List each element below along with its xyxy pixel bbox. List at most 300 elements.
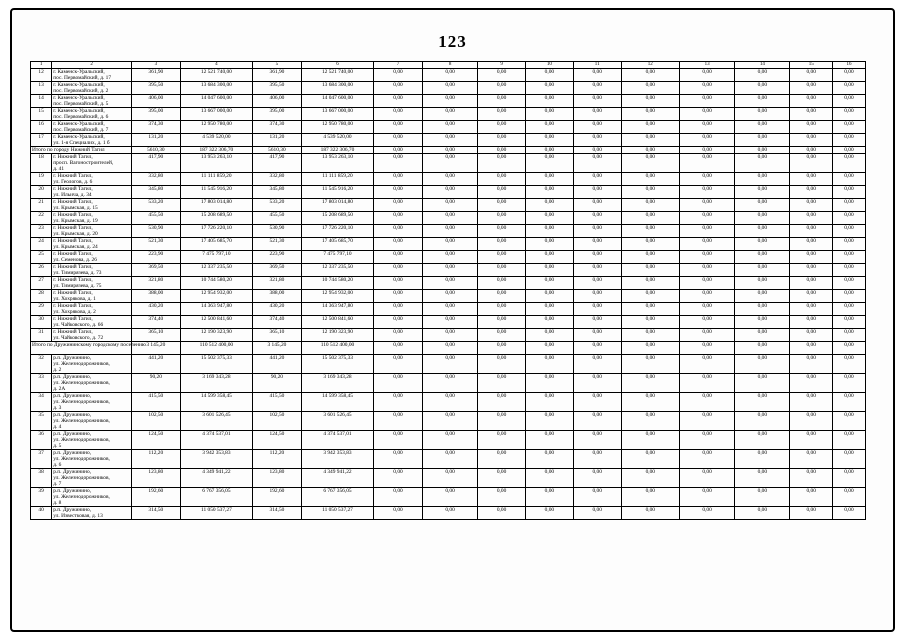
address-line: г. Нижний Тагил, (53, 186, 93, 192)
value-cell-c6: 3 169 343,28 (301, 374, 373, 393)
zero-cell: 0,00 (621, 186, 679, 199)
address-line: ул. Крымская, д. 15 (53, 205, 98, 211)
zero-cell: 0,00 (573, 355, 621, 374)
table-row (31, 134, 866, 147)
address-cell (52, 264, 132, 277)
value-cell-c6: 4 349 941,22 (301, 469, 373, 488)
zero-cell: 0,00 (680, 251, 735, 264)
address-line: г. Нижний Тагил, (53, 290, 93, 296)
zero-cell: 0,00 (573, 199, 621, 212)
zero-cell: 0,00 (735, 154, 790, 173)
zero-cell: 0,00 (374, 277, 423, 290)
zero-cell: 0,00 (735, 95, 790, 108)
column-number-13: 13 (680, 62, 735, 69)
zero-cell: 0,00 (478, 355, 526, 374)
table-row (31, 69, 866, 82)
zero-cell: 0,00 (374, 488, 423, 507)
zero-cell: 0,00 (525, 374, 573, 393)
zero-cell: 0,00 (422, 121, 477, 134)
zero-cell: 0,00 (374, 431, 423, 450)
zero-cell: 0,00 (735, 238, 790, 251)
table-row (31, 199, 866, 212)
address-cell (52, 238, 132, 251)
zero-cell: 0,00 (573, 277, 621, 290)
zero-cell: 0,00 (374, 134, 423, 147)
value-cell-c5: 406,00 (253, 95, 302, 108)
zero-cell: 0,00 (621, 355, 679, 374)
zero-cell: 0,00 (374, 225, 423, 238)
zero-cell: 0,00 (478, 393, 526, 412)
value-cell-c4: 7 475 797,10 (180, 251, 252, 264)
zero-cell: 0,00 (621, 199, 679, 212)
zero-cell: 0,00 (422, 393, 477, 412)
zero-cell: 0,00 (790, 412, 832, 431)
zero-cell: 0,00 (573, 393, 621, 412)
table-row (31, 316, 866, 329)
zero-cell: 0,00 (832, 121, 865, 134)
zero-cell: 0,00 (525, 316, 573, 329)
zero-cell: 0,00 (478, 431, 526, 450)
zero-cell: 0,00 (573, 431, 621, 450)
address-line: ул. Железнодорожников, (53, 399, 110, 405)
address-line: р.п. Дружинино, (53, 355, 92, 361)
zero-cell: 0,00 (422, 212, 477, 225)
zero-cell: 0,00 (573, 238, 621, 251)
zero-cell: 0,00 (735, 431, 790, 450)
zero-cell: 0,00 (573, 316, 621, 329)
zero-cell: 0,00 (790, 342, 832, 355)
value-cell-c3: 332,80 (131, 173, 180, 186)
zero-cell: 0,00 (525, 303, 573, 316)
address-line: г. Нижний Тагил, (53, 251, 93, 257)
table-row (31, 355, 866, 374)
value-cell-c5: 361,90 (253, 69, 302, 82)
value-cell-c6: 3 601 526,45 (301, 412, 373, 431)
value-cell-c3: 314,50 (131, 507, 180, 520)
zero-cell: 0,00 (525, 251, 573, 264)
address-line: ул. Железнодорожников, (53, 475, 110, 481)
value-cell-c4: 15 208 689,50 (180, 212, 252, 225)
value-cell-c4: 13 953 263,10 (180, 154, 252, 173)
zero-cell: 0,00 (374, 238, 423, 251)
value-cell-c6: 11 111 859,20 (301, 173, 373, 186)
zero-cell: 0,00 (525, 329, 573, 342)
zero-cell: 0,00 (525, 264, 573, 277)
zero-cell: 0,00 (478, 225, 526, 238)
zero-cell: 0,00 (832, 277, 865, 290)
subtotal-row (31, 342, 866, 355)
zero-cell: 0,00 (525, 238, 573, 251)
zero-cell: 0,00 (525, 121, 573, 134)
zero-cell: 0,00 (621, 374, 679, 393)
address-cell (52, 108, 132, 121)
address-cell (52, 393, 132, 412)
zero-cell: 0,00 (680, 488, 735, 507)
zero-cell: 0,00 (525, 147, 573, 154)
value-cell-c6: 13 953 263,10 (301, 154, 373, 173)
zero-cell: 0,00 (478, 251, 526, 264)
zero-cell: 0,00 (680, 173, 735, 186)
address-cell (52, 488, 132, 507)
zero-cell: 0,00 (832, 393, 865, 412)
value-cell-c5: 123,80 (253, 469, 302, 488)
zero-cell: 0,00 (621, 238, 679, 251)
zero-cell: 0,00 (790, 450, 832, 469)
table-row (31, 82, 866, 95)
zero-cell: 0,00 (422, 450, 477, 469)
address-line: г. Нижний Тагил, (53, 303, 93, 309)
address-line: г. Нижний Тагил, (53, 199, 93, 205)
zero-cell: 0,00 (735, 108, 790, 121)
column-number-3: 3 (131, 62, 180, 69)
zero-cell: 0,00 (478, 264, 526, 277)
table-row (31, 154, 866, 173)
table-row (31, 469, 866, 488)
zero-cell: 0,00 (735, 82, 790, 95)
address-line: г. Каменск-Уральский, (53, 82, 105, 88)
value-cell-c6: 6 767 356,05 (301, 488, 373, 507)
row-number: 23 (31, 225, 52, 238)
zero-cell: 0,00 (621, 108, 679, 121)
zero-cell: 0,00 (621, 147, 679, 154)
address-line: ул. Хохрякова, д. 1 (53, 296, 96, 302)
address-cell (52, 154, 132, 173)
address-line: д. 7 (53, 481, 62, 487)
zero-cell: 0,00 (680, 238, 735, 251)
address-line: пос. Первомайский, д. 2 (53, 88, 109, 94)
zero-cell: 0,00 (478, 95, 526, 108)
column-number-row (31, 62, 866, 69)
row-number: 35 (31, 412, 52, 431)
table-row (31, 173, 866, 186)
table-row (31, 329, 866, 342)
value-cell-c6: 12 190 323,90 (301, 329, 373, 342)
zero-cell: 0,00 (735, 374, 790, 393)
row-number: 21 (31, 199, 52, 212)
address-line: д. 5 (53, 443, 62, 449)
zero-cell: 0,00 (478, 374, 526, 393)
zero-cell: 0,00 (832, 290, 865, 303)
zero-cell: 0,00 (680, 264, 735, 277)
value-cell-c5: 3 145,20 (253, 342, 302, 355)
row-number: 39 (31, 488, 52, 507)
zero-cell: 0,00 (832, 238, 865, 251)
zero-cell: 0,00 (422, 303, 477, 316)
zero-cell: 0,00 (478, 488, 526, 507)
zero-cell: 0,00 (621, 507, 679, 520)
zero-cell: 0,00 (422, 238, 477, 251)
zero-cell: 0,00 (680, 393, 735, 412)
value-cell-c4: 14 599 358,45 (180, 393, 252, 412)
zero-cell: 0,00 (525, 108, 573, 121)
zero-cell: 0,00 (478, 329, 526, 342)
zero-cell: 0,00 (422, 108, 477, 121)
zero-cell: 0,00 (735, 355, 790, 374)
zero-cell: 0,00 (735, 290, 790, 303)
address-line: г. Нижний Тагил, (53, 173, 93, 179)
zero-cell: 0,00 (478, 134, 526, 147)
zero-cell: 0,00 (832, 173, 865, 186)
zero-cell: 0,00 (422, 290, 477, 303)
value-cell-c5: 388,00 (253, 290, 302, 303)
value-cell-c6: 13 684 300,00 (301, 82, 373, 95)
address-cell (52, 469, 132, 488)
value-cell-c3: 395,50 (131, 82, 180, 95)
address-cell (52, 186, 132, 199)
address-cell (52, 303, 132, 316)
zero-cell: 0,00 (735, 303, 790, 316)
zero-cell: 0,00 (422, 69, 477, 82)
zero-cell: 0,00 (680, 186, 735, 199)
zero-cell: 0,00 (573, 134, 621, 147)
zero-cell: 0,00 (422, 469, 477, 488)
value-cell-c3: 455,50 (131, 212, 180, 225)
value-cell-c3: 406,00 (131, 95, 180, 108)
value-cell-c5: 223,90 (253, 251, 302, 264)
address-cell (52, 450, 132, 469)
zero-cell: 0,00 (621, 342, 679, 355)
zero-cell: 0,00 (525, 82, 573, 95)
zero-cell: 0,00 (621, 469, 679, 488)
subtotal-label: Итого по Дружининскому городскому поселению (31, 342, 132, 355)
zero-cell: 0,00 (790, 507, 832, 520)
zero-cell: 0,00 (790, 355, 832, 374)
zero-cell: 0,00 (680, 329, 735, 342)
address-line: ул. Семенова, д. 26 (53, 257, 97, 263)
address-cell (52, 355, 132, 374)
zero-cell: 0,00 (374, 69, 423, 82)
zero-cell: 0,00 (832, 225, 865, 238)
zero-cell: 0,00 (832, 303, 865, 316)
zero-cell: 0,00 (680, 374, 735, 393)
column-number-14: 14 (735, 62, 790, 69)
zero-cell: 0,00 (621, 303, 679, 316)
zero-cell: 0,00 (525, 488, 573, 507)
column-number-12: 12 (621, 62, 679, 69)
zero-cell: 0,00 (374, 316, 423, 329)
zero-cell: 0,00 (573, 225, 621, 238)
zero-cell: 0,00 (573, 82, 621, 95)
zero-cell: 0,00 (422, 342, 477, 355)
row-number: 38 (31, 469, 52, 488)
address-line: г. Каменск-Уральский, (53, 95, 105, 101)
zero-cell: 0,00 (621, 450, 679, 469)
address-line: д. 2 (53, 367, 62, 373)
zero-cell: 0,00 (478, 277, 526, 290)
zero-cell: 0,00 (374, 212, 423, 225)
table-row (31, 108, 866, 121)
zero-cell: 0,00 (573, 154, 621, 173)
zero-cell: 0,00 (422, 277, 477, 290)
address-cell (52, 290, 132, 303)
value-cell-c4: 11 545 916,20 (180, 186, 252, 199)
zero-cell: 0,00 (790, 186, 832, 199)
value-cell-c4: 4 539 520,00 (180, 134, 252, 147)
value-cell-c6: 17 726 220,10 (301, 225, 373, 238)
address-cell (52, 412, 132, 431)
zero-cell: 0,00 (478, 303, 526, 316)
table-body (31, 62, 866, 520)
zero-cell: 0,00 (832, 199, 865, 212)
zero-cell: 0,00 (680, 95, 735, 108)
address-line: ул. Железнодорожников, (53, 437, 110, 443)
zero-cell: 0,00 (525, 450, 573, 469)
address-line: г. Нижний Тагил, (53, 212, 93, 218)
column-number-10: 10 (525, 62, 573, 69)
address-line: д. 6 (53, 462, 62, 468)
value-cell-c3: 5610,30 (131, 147, 180, 154)
zero-cell: 0,00 (374, 374, 423, 393)
address-line: ул. Железнодорожников, (53, 361, 110, 367)
value-cell-c5: 417,90 (253, 154, 302, 173)
zero-cell: 0,00 (680, 469, 735, 488)
zero-cell: 0,00 (621, 251, 679, 264)
address-line: просп. Вагоностроителей, (53, 160, 114, 166)
zero-cell: 0,00 (735, 393, 790, 412)
row-number: 16 (31, 121, 52, 134)
zero-cell: 0,00 (790, 199, 832, 212)
value-cell-c6: 12 521 740,00 (301, 69, 373, 82)
value-cell-c6: 12 337 235,50 (301, 264, 373, 277)
zero-cell: 0,00 (680, 290, 735, 303)
value-cell-c5: 441,20 (253, 355, 302, 374)
value-cell-c4: 12 190 323,90 (180, 329, 252, 342)
zero-cell: 0,00 (422, 251, 477, 264)
column-number-8: 8 (422, 62, 477, 69)
zero-cell: 0,00 (621, 95, 679, 108)
zero-cell: 0,00 (621, 290, 679, 303)
address-line: д. 4 (53, 424, 62, 430)
zero-cell: 0,00 (621, 488, 679, 507)
zero-cell: 0,00 (790, 290, 832, 303)
zero-cell: 0,00 (735, 316, 790, 329)
zero-cell: 0,00 (680, 316, 735, 329)
zero-cell: 0,00 (573, 329, 621, 342)
zero-cell: 0,00 (374, 342, 423, 355)
zero-cell: 0,00 (621, 225, 679, 238)
zero-cell: 0,00 (832, 212, 865, 225)
value-cell-c5: 112,20 (253, 450, 302, 469)
zero-cell: 0,00 (621, 316, 679, 329)
zero-cell: 0,00 (374, 412, 423, 431)
value-cell-c5: 395,50 (253, 82, 302, 95)
zero-cell: 0,00 (790, 134, 832, 147)
address-cell (52, 212, 132, 225)
zero-cell: 0,00 (478, 507, 526, 520)
zero-cell: 0,00 (573, 450, 621, 469)
zero-cell: 0,00 (735, 412, 790, 431)
zero-cell: 0,00 (478, 154, 526, 173)
zero-cell: 0,00 (790, 393, 832, 412)
address-line: р.п. Дружинино, (53, 469, 92, 475)
zero-cell: 0,00 (680, 108, 735, 121)
zero-cell: 0,00 (478, 199, 526, 212)
address-cell (52, 95, 132, 108)
address-cell (52, 507, 132, 520)
zero-cell: 0,00 (422, 199, 477, 212)
zero-cell: 0,00 (832, 82, 865, 95)
value-cell-c6: 14 599 358,45 (301, 393, 373, 412)
zero-cell: 0,00 (525, 95, 573, 108)
zero-cell: 0,00 (832, 251, 865, 264)
zero-cell: 0,00 (621, 431, 679, 450)
table-row (31, 374, 866, 393)
zero-cell: 0,00 (422, 488, 477, 507)
zero-cell: 0,00 (680, 154, 735, 173)
zero-cell: 0,00 (525, 186, 573, 199)
zero-cell: 0,00 (680, 199, 735, 212)
value-cell-c6: 7 475 797,10 (301, 251, 373, 264)
address-cell (52, 121, 132, 134)
address-line: г. Нижний Тагил, (53, 277, 93, 283)
address-line: ул. Железнодорожников, (53, 418, 110, 424)
zero-cell: 0,00 (680, 121, 735, 134)
value-cell-c5: 374,40 (253, 316, 302, 329)
table-row (31, 121, 866, 134)
zero-cell: 0,00 (680, 212, 735, 225)
value-cell-c3: 345,80 (131, 186, 180, 199)
zero-cell: 0,00 (374, 469, 423, 488)
zero-cell: 0,00 (735, 450, 790, 469)
table-row (31, 186, 866, 199)
value-cell-c5: 124,50 (253, 431, 302, 450)
table-row (31, 277, 866, 290)
zero-cell: 0,00 (735, 507, 790, 520)
column-number-15: 15 (790, 62, 832, 69)
zero-cell: 0,00 (478, 69, 526, 82)
address-cell (52, 277, 132, 290)
address-line: р.п. Дружинино, (53, 507, 92, 513)
zero-cell: 0,00 (735, 199, 790, 212)
address-line: ул. 1-я Специалих, д. 1 б (53, 140, 110, 146)
zero-cell: 0,00 (832, 108, 865, 121)
address-line: г. Каменск-Уральский, (53, 121, 105, 127)
value-cell-c4: 17 405 685,70 (180, 238, 252, 251)
zero-cell: 0,00 (832, 431, 865, 450)
zero-cell: 0,00 (374, 95, 423, 108)
zero-cell: 0,00 (735, 134, 790, 147)
address-line: пос. Первомайский, д. 7 (53, 127, 109, 133)
table-row (31, 251, 866, 264)
address-line: р.п. Дружинино, (53, 488, 92, 494)
zero-cell: 0,00 (735, 225, 790, 238)
zero-cell: 0,00 (832, 134, 865, 147)
zero-cell: 0,00 (735, 186, 790, 199)
zero-cell: 0,00 (525, 469, 573, 488)
column-number-5: 5 (253, 62, 302, 69)
zero-cell: 0,00 (525, 277, 573, 290)
zero-cell: 0,00 (790, 316, 832, 329)
address-cell (52, 134, 132, 147)
address-line: р.п. Дружинино, (53, 450, 92, 456)
value-cell-c6: 17 803 014,80 (301, 199, 373, 212)
row-number: 34 (31, 393, 52, 412)
value-cell-c6: 4 374 537,01 (301, 431, 373, 450)
zero-cell: 0,00 (422, 134, 477, 147)
zero-cell: 0,00 (832, 95, 865, 108)
zero-cell: 0,00 (525, 225, 573, 238)
zero-cell: 0,00 (573, 173, 621, 186)
value-cell-c6: 3 942 353,83 (301, 450, 373, 469)
zero-cell: 0,00 (573, 147, 621, 154)
value-cell-c3: 395,00 (131, 108, 180, 121)
value-cell-c4: 3 942 353,83 (180, 450, 252, 469)
table-row (31, 450, 866, 469)
value-cell-c5: 395,00 (253, 108, 302, 121)
address-cell (52, 329, 132, 342)
address-line: ул. Хохрякова, д. 2 (53, 309, 96, 315)
address-cell (52, 374, 132, 393)
